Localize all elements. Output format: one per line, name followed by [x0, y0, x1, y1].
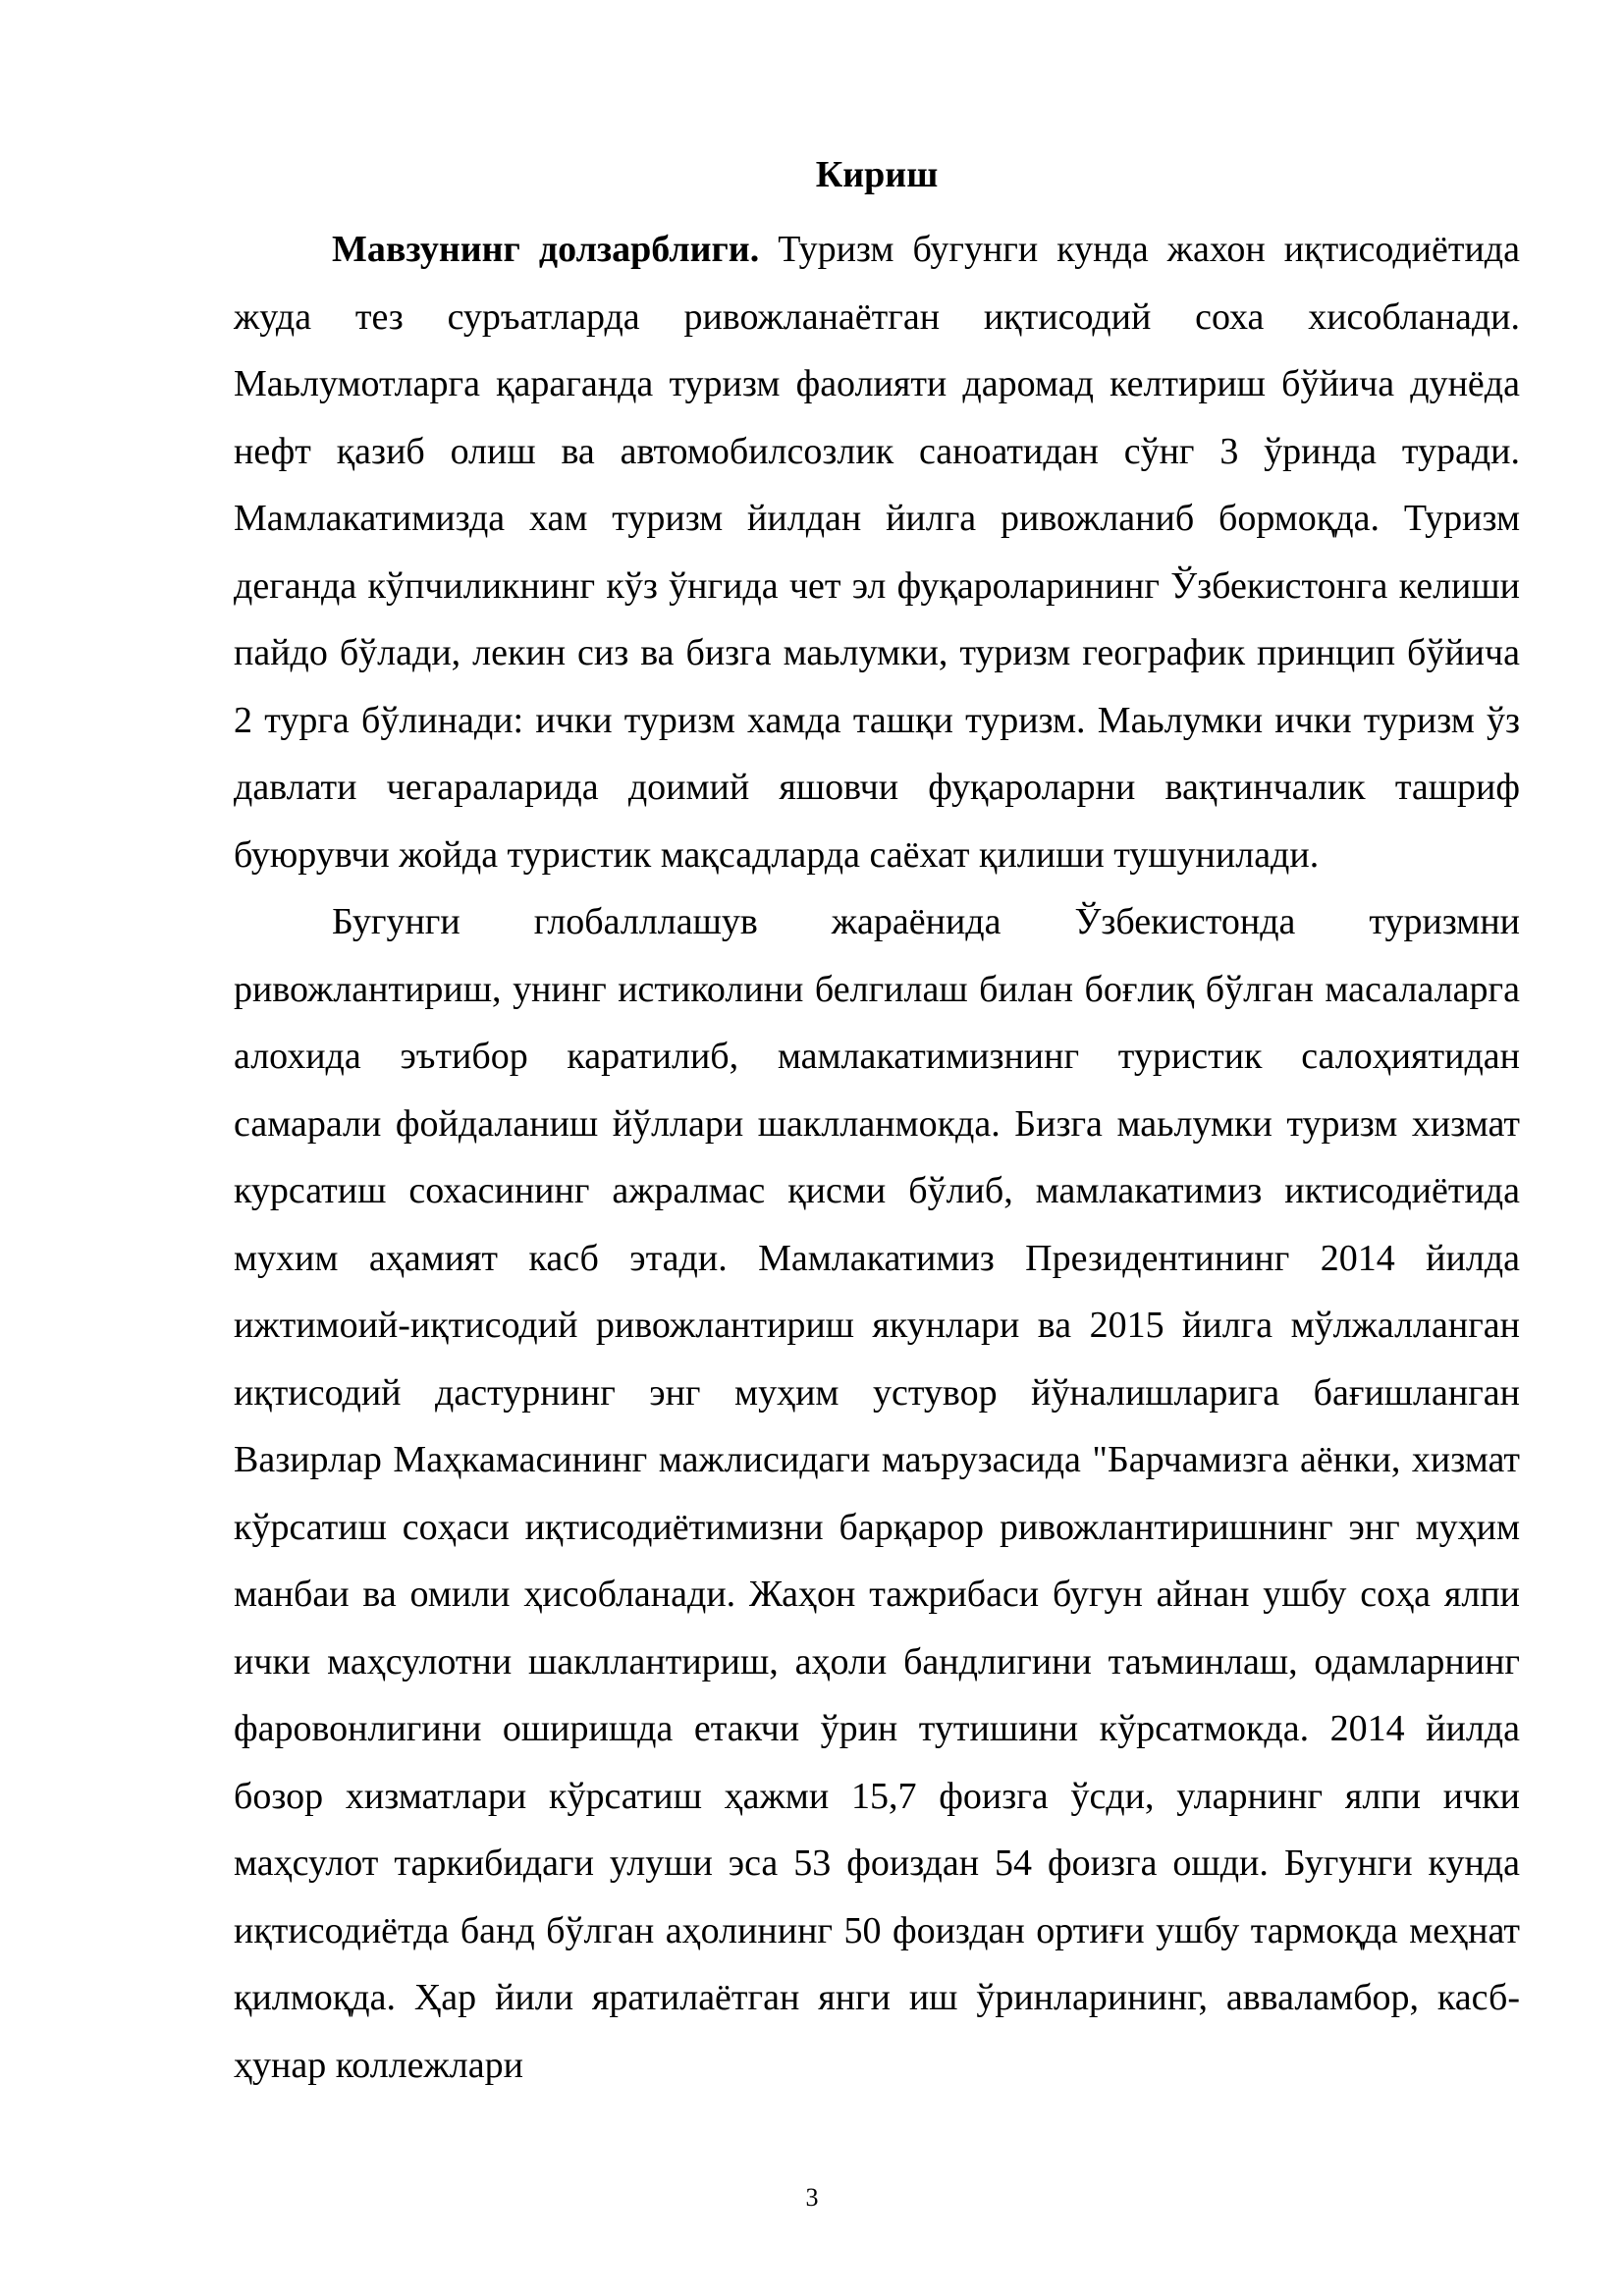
paragraph-text: Туризм бугунги кунда жахон иқтисодиётида жуда тез суръатларда ривожланаётган иқтисодий соха хисобланади. Маьлумотларга қараганда туризм фаолияти даромад келтириш бўйича дунёда нефт қазиб олиш ва автомобилсозлик саноатидан сўнг 3 ўринда туради. Мамлакатимизда хам туризм йилдан йилга ривожланиб бормоқда. Туризм деганда кўпчиликнинг кўз ўнгида чет эл фуқароларининг Ўзбекистонга келиши пайдо бўлади, лекин сиз ва бизга маьлумки, туризм географик принцип бўйича 2 турга бўлинади: ички туризм хамда ташқи туризм. Маьлумки ички туризм ўз давлати чегараларида доимий яшовчи фуқароларни вақтинчалик ташриф буюрувчи жойда туристик мақсадларда саёхат қилиши тушунилади.	[234, 229, 1520, 876]
document-body	[234, 216, 1520, 2099]
section-heading: Кириш	[815, 154, 939, 195]
paragraph-globalization: Бугунги глобалллашув жараёнида Ўзбекистонда туризмни ривожлантириш, унинг истиколини белгилаш билан боғлиқ бўлган масалаларга алохида эътибор каратилиб, мамлакатимизнинг туристик салоҳиятидан самарали фойдаланиш йўллари шаклланмокда. Бизга маьлумки туризм хизмат курсатиш сохасининг ажралмас қисми бўлиб, мамлакатимиз иктисодиётида мухим аҳамият касб этади. Мамлакатимиз Президентининг 2014 йилда ижтимоий-иқтисодий ривожлантириш якунлари ва 2015 йилга мўлжалланган иқтисодий дастурнинг энг муҳим устувор йўналишларига бағишланган Вазирлар Маҳкамасининг мажлисидаги маърузасида "Барчамизга аёнки, хизмат кўрсатиш соҳаси иқтисодиётимизни барқарор ривожлантиришнинг энг муҳим манбаи ва омили ҳисобланади. Жаҳон тажрибаси бугун айнан ушбу соҳа ялпи ички маҳсулотни шакллантириш, аҳоли бандлигини таъминлаш, одамларнинг фаровонлигини оширишда етакчи ўрин тутишини кўрсатмокда. 2014 йилда бозор хизматлари кўрсатиш ҳажми 15,7 фоизга ўсди, уларнинг ялпи ички маҳсулот таркибидаги улуши эса 53 фоиздан 54 фоизга ошди. Бугунги кунда иқтисодиётда банд бўлган аҳолининг 50 фоиздан ортиғи ушбу тармоқда меҳнат қилмоқда. Ҳар йили яратилаётган янги иш ўринларининг, авваламбор, касб-ҳунар коллежлари	[234, 901, 1520, 2086]
paragraph-lead: Мавзунинг долзарблиги.	[332, 229, 760, 270]
paragraph-relevance	[234, 216, 1520, 888]
page-number: 3	[805, 2183, 819, 2212]
